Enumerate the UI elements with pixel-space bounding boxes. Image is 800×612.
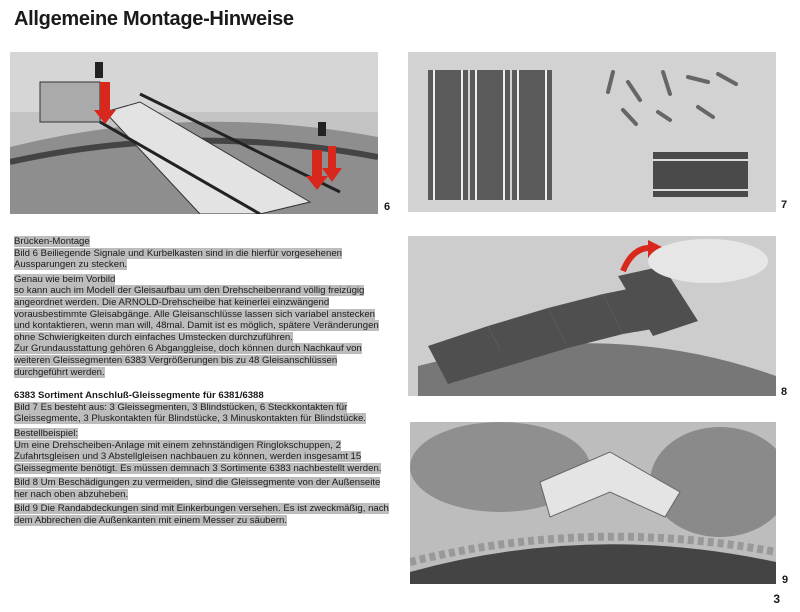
- bild8-section: [14, 477, 390, 500]
- figure-6-photo: [10, 52, 378, 214]
- figure-9-photo: [410, 422, 776, 584]
- figure-9-number: 9: [782, 574, 789, 586]
- figure-8-number: 8: [781, 386, 788, 398]
- lifting-segment-illustration: [408, 236, 776, 396]
- figure-7-photo: [408, 52, 776, 212]
- edge-cover-illustration: [410, 422, 776, 584]
- sortiment-section: [14, 390, 390, 425]
- figure-8-photo: [408, 236, 776, 396]
- bild9-section: [14, 503, 390, 526]
- figure-6-number: 6: [384, 201, 391, 213]
- sortiment-heading: 6383 Sortiment Anschluß-Gleissegmente für 6381/6388: [14, 390, 264, 402]
- page-number: 3: [773, 592, 780, 606]
- bild9-text: Bild 9 Die Randabdeckungen sind mit Einkerbungen versehen. Es ist zweckmäßig, nach dem Abbrechen die Außenkanten mit einem Messer zu säubern.: [14, 503, 389, 527]
- vorbild-heading: Genau wie beim Vorbild: [14, 273, 116, 285]
- vorbild-section: [14, 274, 390, 378]
- bruecken-section: [14, 236, 390, 271]
- bestell-section: [14, 428, 390, 474]
- bild6-text: Bild 6 Beiliegende Signale und Kurbelkasten sind in die hierfür vorgesehenen Aussparungen zu stecken.: [14, 247, 343, 271]
- bestell-heading: Bestellbeispiel:: [14, 427, 78, 439]
- bruecken-heading: Brücken-Montage: [14, 236, 90, 247]
- page-title: Allgemeine Montage-Hinweise: [14, 8, 294, 30]
- figure-7-number: 7: [781, 199, 788, 211]
- bridge-illustration: [10, 52, 378, 214]
- bestell-body: Um eine Drehscheiben-Anlage mit einem zehnständigen Ringlokschuppen, 2 Zufahrtsgleisen und 3 Abstellgleisen nachbauen zu können, werden insgesamt 15 Gleissegmente benötigt. Es müssen demnach 3 Sortimente 6383 nachbestellt werden.: [14, 439, 382, 474]
- text-column: [14, 236, 390, 530]
- vorbild-body-2: Zur Grundausstattung gehören 6 Abganggleise, doch können durch Nachkauf von weiteren Gleissegmenten 6383 Vergrößerungen bis zu 48 Gleisanschlüssen durchgeführt werden.: [14, 343, 362, 378]
- vorbild-body: so kann auch im Modell der Gleisaufbau um den Drehscheibenrand völlig freizügig angeordnet werden. Die ARNOLD-Drehscheibe hat keinerlei einzwängend vorausbestimmte Gleisabgänge. Alle Gleisanschlüsse lassen sich variabel anstecken und kontaktieren, wenn man will, 48mal. Damit ist es möglich, spätere Veränderungen ohne Schwierigkeiten durch einfaches Umstecken durchzuführen.: [14, 285, 379, 343]
- bild8-text: Bild 8 Um Beschädigungen zu vermeiden, sind die Gleissegmente von der Außenseite her nach oben abzuheben.: [14, 477, 381, 500]
- bild7-text: Bild 7 Es besteht aus: 3 Gleissegmenten, 3 Blindstücken, 6 Steckkontakten für Gleissegmente, 3 Pluskontakten für Blindstücke, 3 Minuskontakten für Blindstücke.: [14, 401, 366, 425]
- track-segments-illustration: [408, 52, 776, 212]
